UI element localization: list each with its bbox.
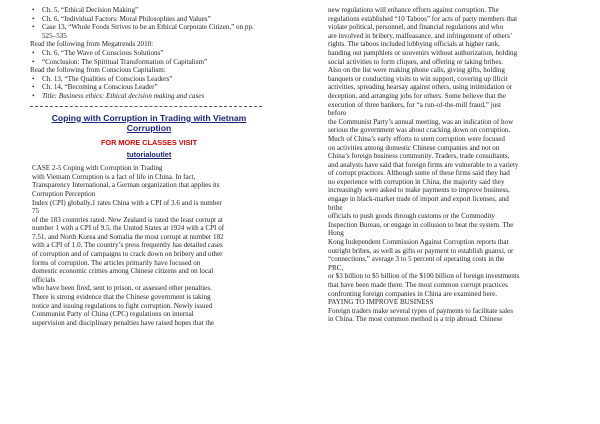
text-line: Communist Party of China (CPC) regulations on internal <box>32 310 194 319</box>
text-line: forms of corruption. The articles primarily have focused on <box>32 258 201 267</box>
text-line: new regulations will enhance efforts against corruption. The <box>328 6 499 14</box>
text-line: banquets or conducting visits to win support, covering up illicit <box>328 74 508 83</box>
text-line: Transparency International, a German organization that applies its <box>32 181 220 190</box>
article-title: Coping with Corruption in Trading with Vietnam Corruption <box>51 112 247 133</box>
text-line: handing out pamphlets or souvenirs without authorization, holding <box>328 48 518 57</box>
text-line: and analysts have said that foreign firms are vulnerable to a variety <box>328 160 519 169</box>
more-classes-text: FOR MORE CLASSES VISIT <box>100 137 198 147</box>
text-line: in China. The most common method is a trip abroad. Chinese <box>328 315 503 324</box>
reading-list-megatrends <box>30 49 268 66</box>
text-line: of corrupt practices. Although some of these firms said they had <box>328 169 510 178</box>
text-line: Inspection Bureau, or engage in collusion to beat the system. The <box>328 220 514 229</box>
list-item: • Case 13, “Whole Foods Strives to be an Ethical Corporate Citizen,” on pp. 525–535 <box>30 23 268 40</box>
text-line: There is strong evidence that the Chinese government is taking <box>32 293 211 302</box>
text-line: number 1 with a CPI of 9.5, the United States at 1924 with a CPI of <box>32 224 225 233</box>
dashed-divider <box>30 106 262 107</box>
text-line: with a CPI of 1.0. The country’s press frequently has detailed cases <box>32 241 223 250</box>
text-line: the Communist Party’s annual meeting, was an indication of how <box>328 117 514 126</box>
text-line: violate political, personnel, and financial regulations and who <box>328 23 504 32</box>
text-line: notice and issuing regulations to fight corruption. Newly issued <box>32 301 213 310</box>
site-link-wrapper <box>30 151 268 160</box>
text-line: of the 183 countries rated. New Zealand is rated the least corrupt at <box>32 215 223 224</box>
text-line: officials <box>32 275 56 284</box>
text-line: Corruption Perception <box>32 189 96 198</box>
text-line: before <box>328 109 347 118</box>
reading-list-capitalism <box>30 75 268 101</box>
text-line: rights. The taboos included lobbying officials at higher rank, <box>328 40 500 49</box>
article-body <box>30 164 268 327</box>
site-link[interactable]: tutorialoutlet <box>126 149 172 159</box>
text-line: increasingly were asked to make payments to improve business, <box>328 186 510 195</box>
text-line: activities, spreading hearsay against others, using intimidation or <box>328 83 513 92</box>
text-line: Hong <box>328 229 344 238</box>
text-line: Much of China’s early efforts to stem corruption were focused <box>328 134 505 143</box>
megatrends-heading: Read the following from Megatrends 2010: <box>30 40 154 49</box>
list-item: • Ch. 6, “The Wave of Conscious Solutions” <box>30 49 268 58</box>
text-line: China’s foreign business community. Traders, trade consultants, <box>328 152 510 161</box>
list-item: • Ch. 5, “Ethical Decision Making” <box>30 6 268 15</box>
text-line: outright bribes, as well as gifts or payment to establish guanxi, or <box>328 246 514 255</box>
right-column <box>328 6 574 324</box>
text-line: CASE 2-5 Coping with Corruption in Trading <box>32 164 163 173</box>
list-item: • Ch. 6, “Individual Factors: Moral Philosophies and Values” <box>30 15 268 24</box>
text-line: execution of three bankers, for “a run-of-the-mill fraud,” just <box>328 100 501 109</box>
text-line: 7.51, and North Korea and Somalia the most corrupt at number 182 <box>32 232 224 241</box>
list-item: • Ch. 13, “The Qualities of Conscious Leaders” <box>30 75 268 84</box>
text-line: Foreign traders make several types of payments to facilitate sales <box>328 306 513 315</box>
text-line: on activities among domestic Chinese companies and not on <box>328 143 500 152</box>
list-item: • “Conclusion: The Spiritual Transformation of Capitalism” <box>30 58 268 67</box>
reading-list-top <box>30 6 268 40</box>
text-line: “connections,” average 3 to 5 percent of operating costs in the <box>328 255 505 264</box>
text-line: confronting foreign companies in China are examined here. <box>328 289 498 298</box>
text-line: social activities to form cliques, and offering or taking bribes. <box>328 57 503 66</box>
text-line: supervision and disciplinary penalties have raised hopes that the <box>32 318 215 327</box>
text-line: no experience with corruption in China, the majority said they <box>328 177 505 186</box>
text-line: who have been fired, sent to prison, or assessed other penalties. <box>32 284 212 293</box>
text-line: deception, and arranging jobs for others. Some believe that the <box>328 91 506 100</box>
capitalism-heading: Read the following from Conscious Capitalism: <box>30 66 166 75</box>
text-line: of corruption and of campaigns to crack down on bribery and other <box>32 250 223 259</box>
list-item: • Title: Business ethics: Ethical decision making and cases <box>30 92 268 101</box>
text-line: officials to push goods through customs or the Commodity <box>328 212 495 221</box>
text-line: 75 <box>32 207 40 216</box>
text-line: with Vietnam Corruption is a fact of life in China. In fact, <box>32 172 196 181</box>
text-line: serious the government was about cracking down on corruption. <box>328 126 511 135</box>
text-line: bribe <box>328 203 343 212</box>
left-column <box>30 6 268 327</box>
text-line: Index (CPI) globally,1 rates China with a CPI of 3.6 and is number <box>32 198 222 207</box>
text-line: regulations established “10 Taboos” for acts of party members that <box>328 14 518 23</box>
text-line: are involved in bribery, malfeasance, and infringement of others’ <box>328 31 513 40</box>
text-line: engage in black-market trade of import and export licenses, and <box>328 195 509 204</box>
text-line: PRC, <box>328 263 344 272</box>
text-line: Kong Independent Commission Against Corruption reports that <box>328 238 509 247</box>
text-line: that have been made there. The most common corrupt practices <box>328 281 508 289</box>
text-line: or $3 billion to $5 billion of the $100 billion of foreign investments <box>328 272 520 281</box>
text-line: PAYING TO IMPROVE BUSINESS <box>328 298 434 307</box>
text-line: Also on the list were making phone calls, giving gifts, holding <box>328 66 505 75</box>
list-item: • Ch. 14, “Becoming a Conscious Leader” <box>30 83 268 92</box>
text-line: domestic economic crimes among Chinese citizens and on local <box>32 267 214 276</box>
